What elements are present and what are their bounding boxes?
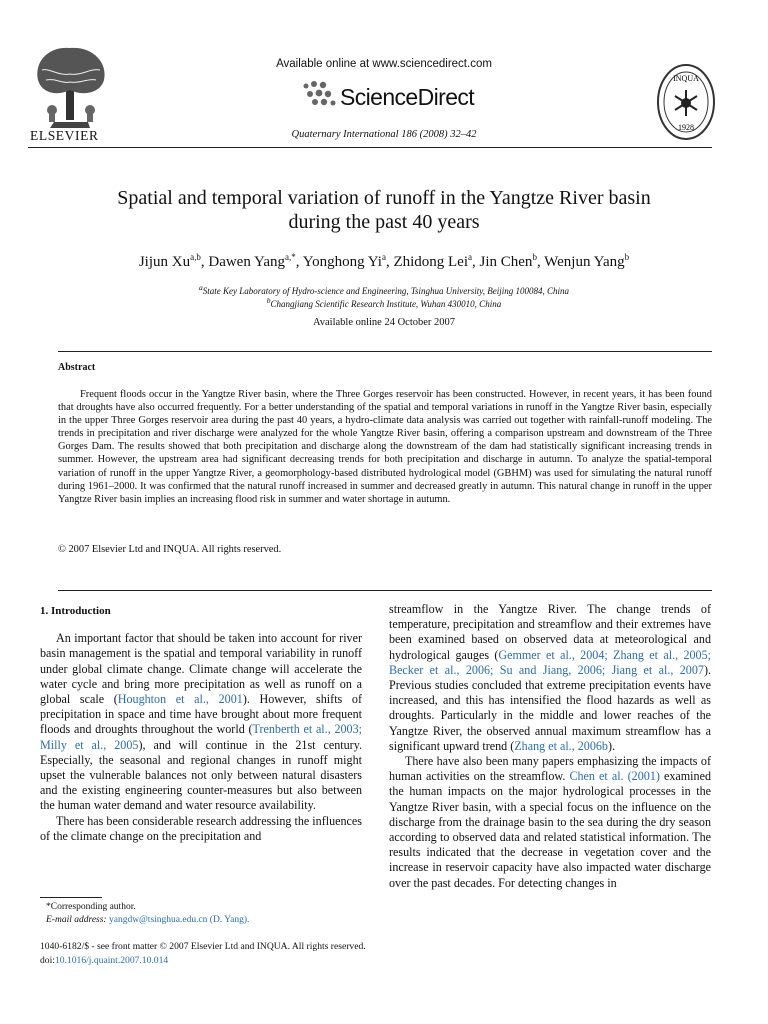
author-affiliation-mark: a,*	[285, 252, 296, 262]
citation-link[interactable]: Houghton et al., 2001	[117, 692, 243, 707]
journal-citation: Quaternary International 186 (2008) 32–42	[291, 129, 477, 140]
author-name: Jijun Xu	[138, 254, 191, 270]
front-matter-line: 1040-6182/$ - see front matter © 2007 Elsevier Ltd and INQUA. All rights reserved.	[40, 941, 366, 952]
paper-title: Spatial and temporal variation of runoff in the Yangtze River basin during the past 40 years	[117, 187, 651, 233]
abstract-heading: Abstract	[58, 362, 96, 373]
author-affiliation-mark: b	[532, 252, 537, 262]
author-affiliation-mark: b	[624, 252, 630, 262]
abstract-top-rule	[58, 351, 712, 352]
email-link[interactable]: yangdw@tsinghua.edu.cn (D. Yang).	[108, 915, 250, 925]
citation-link[interactable]: Trenberth et al., 2003; Milly et al., 2005	[40, 722, 362, 752]
intro-paragraph-3: There have also been many papers emphasizing the impacts of human activities on the streamflow. Chen et al. (2001) examined the human impacts on the major hydrological processes in the Yangtze River basin, with a special focus on the influence on the discharge from the drainage basin to the sea during the dry season according to observed data and related statistical information. The results indicated that the decrease in vegetation cover and the increase in reservoir capacity have also impacted water discharge over the past decades. For detecting changes in	[389, 754, 711, 890]
doi-line: doi:10.1016/j.quaint.2007.10.014	[40, 955, 169, 966]
seal-text-bottom: 1928	[678, 123, 694, 132]
publisher-name: ELSEVIER	[30, 128, 99, 143]
section-heading-introduction: 1. Introduction	[40, 605, 111, 617]
author-name: Jin Chen	[479, 254, 533, 270]
doi-link[interactable]: 10.1016/j.quaint.2007.10.014	[54, 955, 169, 966]
author-name: Yonghong Yi	[302, 254, 382, 270]
abstract-text: Frequent floods occur in the Yangtze River basin, where the Three Gorges reservoir has been constructed. However, in recent years, it has been found that droughts have also occurred frequently. For a better understanding of the spatial and temporal variations in runoff in the Yangtze River basin, especially in the upper Three Gorges reservoir area during the past 40 years, a hydro-climate data analysis was carried out together with rainfall-runoff modeling. The trends in precipitation and river discharge were analyzed for the whole Yangtze River basin, offering a comparison upstream and downstream of the Three Gorges Dam. The results showed that both precipitation and discharge along the downstream of the dam had statistically significant increasing trends in summer. However, the upstream area had significant decreasing trends for both precipitation and discharge in autumn. To analyze the spatial-temporal variation of runoff in the upper Yangtze River, a geomorphology-based distributed hydrological model (GBHM) was used for simulating the natural runoff during 1961–2000. It was confirmed that the natural runoff increased in summer and decreased greatly in autumn. This natural change in runoff in the upper Yangtze River basin implies an increasing flood risk in summer and water shortage in autumn.	[58, 389, 712, 505]
author-affiliation-mark: a,b	[190, 252, 201, 262]
elsevier-tree-logo	[28, 40, 114, 136]
inqua-seal-logo	[656, 62, 716, 142]
body-column-right	[389, 602, 711, 891]
intro-paragraph-2-start: There has been considerable research addressing the influences of the climate change on the precipitation and	[40, 813, 362, 843]
available-online-url[interactable]: Available online at www.sciencedirect.com	[276, 58, 492, 70]
footnote-rule	[40, 897, 102, 898]
intro-paragraph-2-cont: streamflow in the Yangtze River. The change trends of temperature, precipitation and streamflow and their extremes have been examined based on observed data at meteorological and hydrological gauges (Gemmer et al., 2004; Zhang et al., 2005; Becker et al., 2006; Su and Jiang, 2006; Jiang et al., 2007). Previous studies concluded that extreme precipitation events have increased, and this has intensified the flood hazards as well as droughts. Particularly in the middle and lower reaches of the Yangtze River, the observed annual maximum streamflow has a significant upward trend (Zhang et al., 2006b).	[389, 602, 711, 753]
citation-link[interactable]: Zhang et al., 2006b	[514, 738, 608, 753]
seal-text-top: INQUA	[673, 74, 699, 83]
abstract-copyright: © 2007 Elsevier Ltd and INQUA. All rights reserved.	[58, 544, 282, 555]
author-affiliation-mark: a	[381, 252, 386, 262]
email-line: E-mail address: yangdw@tsinghua.edu.cn (D. Yang).	[46, 915, 250, 925]
sciencedirect-wordmark: ScienceDirect	[340, 84, 475, 110]
citation-link[interactable]: Chen et al. (2001)	[569, 769, 660, 784]
author-name: Zhidong Lei	[393, 254, 469, 270]
intro-paragraph-1: An important factor that should be taken into account for river basin management is the spatial and temporal variability in runoff under global climate change. Climate change will accelerate the water cycle and bring more precipitation as well as runoff on a global scale (Houghton et al., 2001). However, shifts of precipitation in space and time have brought about more frequent floods and droughts throughout the world (Trenberth et al., 2003; Milly et al., 2005), and will continue in the 21st century. Especially, the seasonal and regional changes in runoff might upset the vulnerable balances not only between natural disasters and the existing engineering counter-measures but also between the human water demand and water resource availability.	[40, 631, 362, 813]
header-divider	[28, 147, 712, 148]
affiliation-a: $^a$State Key Laboratory of Hydro-science and Engineering, Tsinghua University, Beijing 100084, China	[198, 283, 570, 296]
affiliation-b: $^b$Changjiang Scientific Research Institute, Wuhan 430010, China	[266, 296, 502, 309]
corresponding-author-note: *Corresponding author.	[46, 902, 136, 912]
author-affiliation-mark: a	[468, 252, 473, 262]
author-name: Dawen Yang	[208, 254, 286, 270]
body-column-left	[40, 602, 362, 844]
citation-link[interactable]: Gemmer et al., 2004; Zhang et al., 2005; Becker et al., 2006; Su and Jiang, 2006; Jiang et al., 2007	[389, 647, 711, 677]
abstract-bottom-rule	[58, 590, 712, 591]
footnote	[40, 901, 362, 927]
author-list: Jijun Xu$^{a,b}$, Dawen Yang$^{a,*}$, Yonghong Yi$^a$, Zhidong Lei$^a$, Jin Chen$^b$, Wenjun Yang$^b$	[138, 252, 630, 270]
available-date: Available online 24 October 2007	[312, 317, 456, 328]
author-name: Wenjun Yang	[544, 254, 625, 270]
